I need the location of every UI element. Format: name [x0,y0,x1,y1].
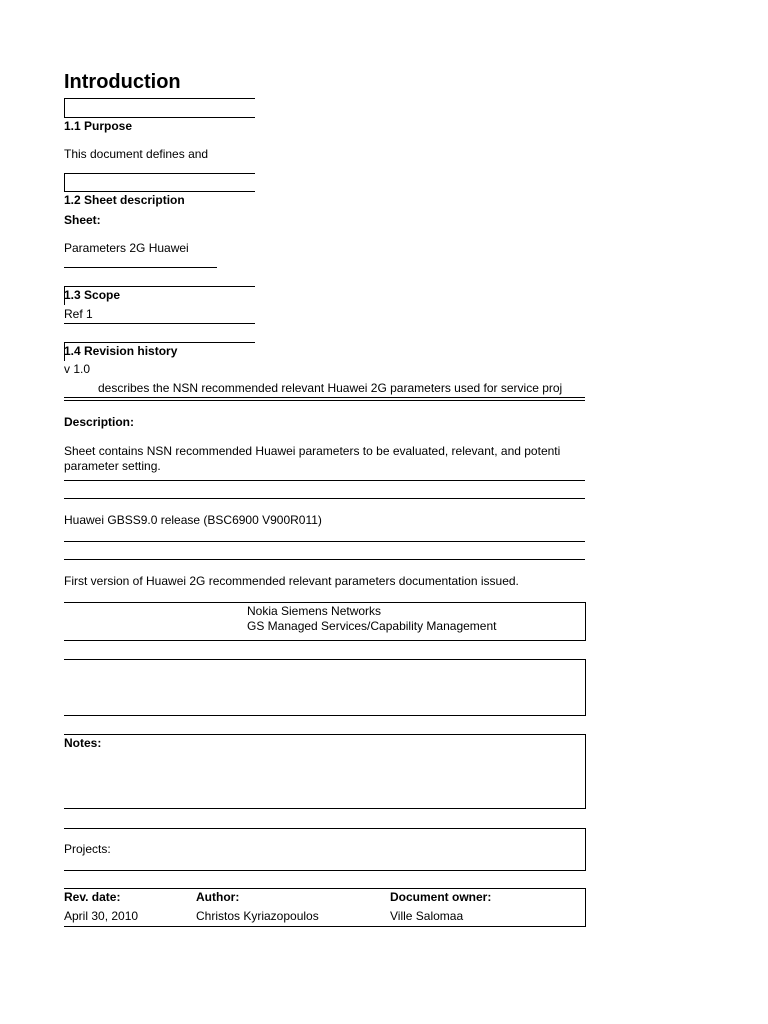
rev-date-value: April 30, 2010 [64,909,139,923]
description-label: Description: [64,415,135,429]
divider [64,480,585,481]
sheet-label: Sheet: [64,213,101,227]
section-heading-sheet-description: 1.2 Sheet description [64,193,185,207]
org-line-2: GS Managed Services/Capability Management [247,619,497,633]
empty-box [64,659,586,716]
divider [64,323,255,324]
divider [64,267,217,268]
divider [64,559,585,560]
divider [64,98,65,118]
page-title: Introduction [64,71,181,93]
section-heading-scope: 1.3 Scope [64,288,121,302]
divider [64,397,585,398]
purpose-text: This document defines and [64,147,209,161]
description-line-2: parameter setting. [64,459,161,473]
first-version-text: First version of Huawei 2G recommended relevant parameters documentation issued. [64,574,519,588]
author-value: Christos Kyriazopoulos [196,909,319,923]
divider [64,286,255,287]
divider [64,342,255,343]
describes-text: describes the NSN recommended relevant Huawei 2G parameters used for service proj [98,381,563,395]
divider [64,173,255,174]
document-owner-label: Document owner: [390,890,492,904]
projects-label: Projects: [64,842,111,856]
notes-label: Notes: [64,736,102,750]
divider [64,498,585,499]
divider [64,98,255,99]
sheet-value: Parameters 2G Huawei [64,241,189,255]
org-line-1: Nokia Siemens Networks [247,604,382,618]
description-line-1: Sheet contains NSN recommended Huawei parameters to be evaluated, relevant, and potenti [64,444,561,458]
notes-box [64,734,586,809]
release-text: Huawei GBSS9.0 release (BSC6900 V900R011) [64,513,322,527]
divider [64,541,585,542]
revision-text: v 1.0 [64,362,91,376]
author-label: Author: [196,890,240,904]
divider [64,117,255,118]
scope-text: Ref 1 [64,307,93,321]
section-heading-purpose: 1.1 Purpose [64,119,133,133]
rev-date-label: Rev. date: [64,890,121,904]
divider [64,400,585,401]
section-heading-revision-history: 1.4 Revision history [64,344,178,358]
footer-table [64,888,586,927]
divider [64,173,65,192]
projects-box [64,828,586,871]
divider [64,191,255,192]
document-owner-value: Ville Salomaa [390,909,464,923]
